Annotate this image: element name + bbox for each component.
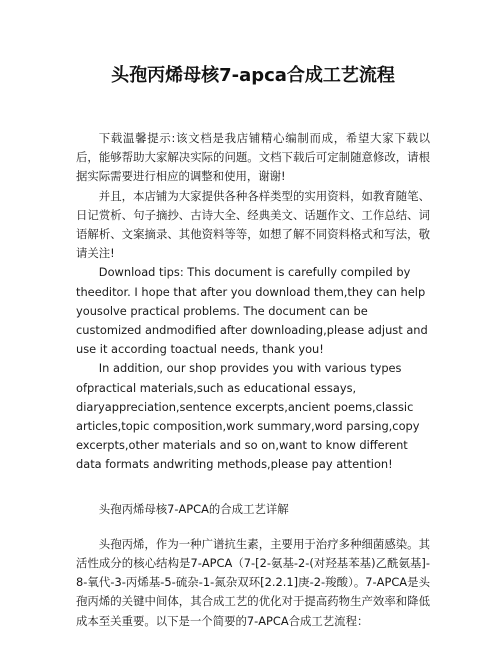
shop-notice-cn: 并且，本店铺为大家提供各种各样类型的实用资料，如教育随笔、日记赏析、句子摘抄、古诗大全、经典美文、话题作文、工作总结、词语解析、文案摘录、其他资料等等，如想了解不同资料格式和写法，敬请关注! <box>76 188 430 261</box>
document-title: 头孢丙烯母核7-apca合成工艺流程 <box>111 65 395 86</box>
download-notice-en: Download tips: This document is carefully compiled by theeditor. I hope that after you download them,they can help yousolve practical problems. The document can be customized andmodified after downloading,please adjust and use it according toactual needs, thank you! <box>76 265 428 357</box>
shop-notice-en: In addition, our shop provides you with various types ofpractical materials,such as educational essays, diaryappreciation,sentence excerpts,ancient poems,classic articles,topic composition,work summary,word parsing,copy excerpts,other materials and so on,want to know different data formats andwriting methods,please pay attention! <box>76 361 420 472</box>
download-notice-cn: 下载温馨提示:该文档是我店铺精心编制而成，希望大家下载以后，能够帮助大家解决实际的问题。文档下载后可定制随意修改，请根据实际需要进行相应的调整和使用，谢谢! <box>76 131 430 184</box>
section-title: 头孢丙烯母核7-APCA的合成工艺详解 <box>98 501 289 516</box>
body-paragraph: 头孢丙烯，作为一种广谱抗生素，主要用于治疗多种细菌感染。其活性成分的核心结构是7-APCA（7-[2-氨基-2-(对羟基苯基)乙酰氨基]-8-氧代-3-丙烯基-5-硫杂-1-氮杂双环[2.2.1]庚-2-羧酸）。7-APCA是头孢丙烯的关键中间体，其合成工艺的优化对于提高药物生产效率和降低成本至关重要。以下是一个简要的7-APCA合成工艺流程： <box>76 536 430 628</box>
